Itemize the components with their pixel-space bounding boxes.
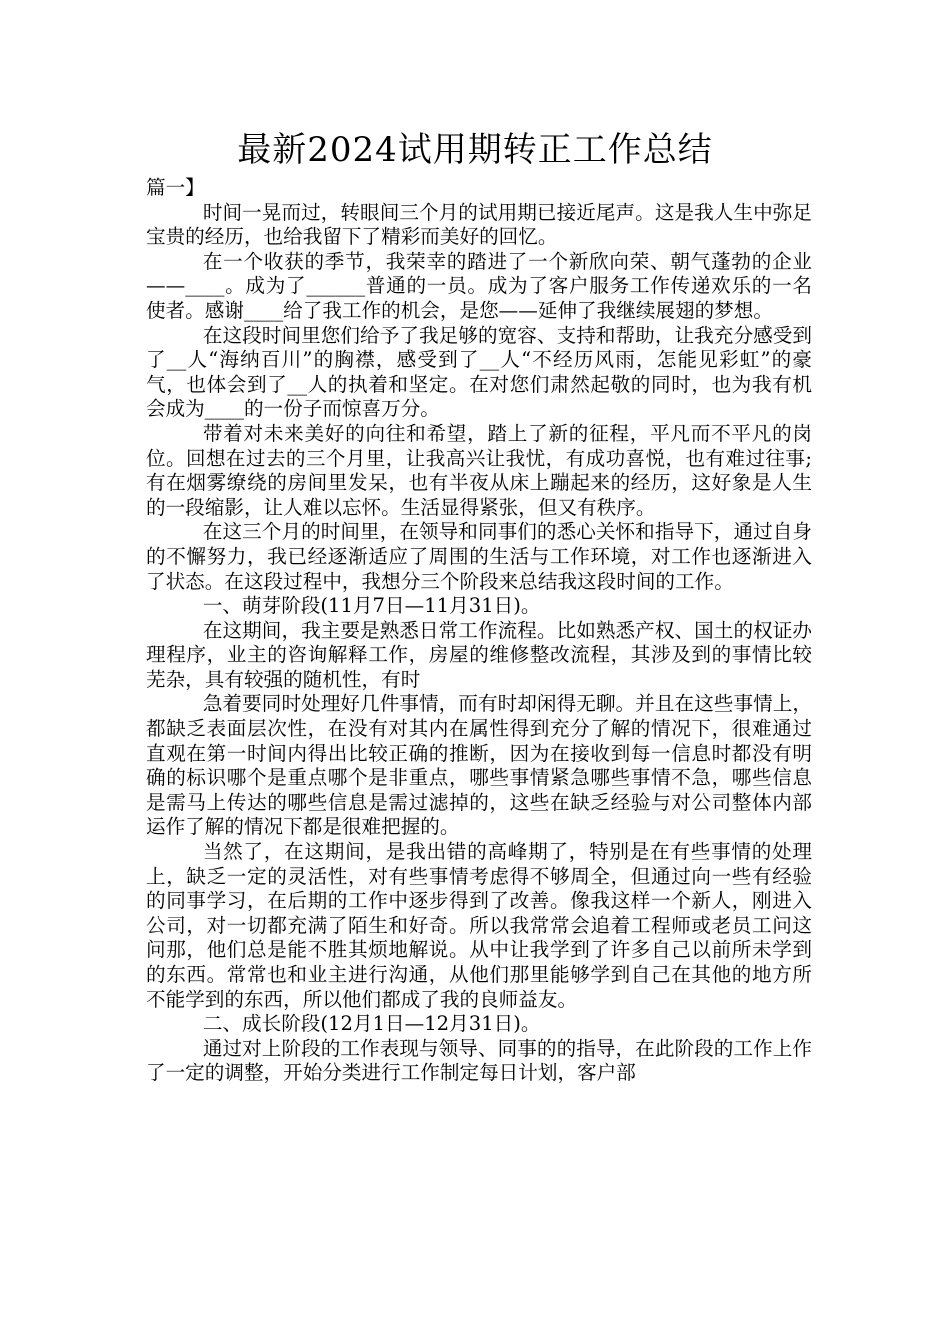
paragraph: 在这三个月的时间里，在领导和同事们的悉心关怀和指导下，通过自身的不懈努力，我已经逐渐适应了周围的生活与工作环境，对工作也逐渐进入了状态。在这段过程中，我想分三个阶段来总结我这段时间的工作。 bbox=[146, 520, 812, 593]
section-heading: 一、萌芽阶段(11月7日—11月31日)。 bbox=[202, 594, 541, 618]
paragraph: 时间一晃而过，转眼间三个月的试用期已接近尾声。这是我人生中弥足宝贵的经历，也给我留下了精彩而美好的回忆。 bbox=[146, 200, 812, 249]
section-heading: 二、成长阶段(12月1日—12月31日)。 bbox=[202, 1012, 541, 1036]
document-body bbox=[146, 176, 812, 1086]
paragraph: 在一个收获的季节，我荣幸的踏进了一个新欣向荣、朝气蓬勃的企业——____。成为了______普通的一员。成为了客户服务工作传递欢乐的一名使者。感谢____给了我工作的机会，是您——延伸了我继续展翅的梦想。 bbox=[146, 249, 812, 322]
paragraph: 通过对上阶段的工作表现与领导、同事的的指导，在此阶段的工作上作了一定的调整，开始分类进行工作制定每日计划，客户部 bbox=[146, 1036, 812, 1085]
section-label: 篇一】 bbox=[146, 176, 205, 199]
paragraph: 带着对未来美好的向往和希望，踏上了新的征程，平凡而不平凡的岗位。回想在过去的三个月里，让我高兴让我忧，有成功喜悦，也有难过往事;有在烟雾缭绕的房间里发呆，也有半夜从床上蹦起来的经历，这好象是人生的一段缩影，让人难以忘怀。生活显得紧张，但又有秩序。 bbox=[146, 421, 812, 519]
paragraph: 急着要同时处理好几件事情，而有时却闲得无聊。并且在这些事情上，都缺乏表面层次性，在没有对其内在属性得到充分了解的情况下，很难通过直观在第一时间内得出比较正确的推断，因为在接收到每一信息时都没有明确的标识哪个是重点哪个是非重点，哪些事情紧急哪些事情不急，哪些信息是需马上传达的哪些信息是需过滤掉的，这些在缺乏经验与对公司整体内部运作了解的情况下都是很难把握的。 bbox=[146, 692, 812, 839]
document-title: 最新2024试用期转正工作总结 bbox=[237, 130, 713, 170]
paragraph: 在这段时间里您们给予了我足够的宽容、支持和帮助，让我充分感受到了__人“海纳百川”的胸襟，感受到了__人“不经历风雨，怎能见彩虹”的豪气，也体会到了__人的执着和坚定。在对您们肃然起敬的同时，也为我有机会成为____的一份子而惊喜万分。 bbox=[146, 323, 812, 421]
paragraph: 当然了，在这期间，是我出错的高峰期了，特别是在有些事情的处理上，缺乏一定的灵活性，对有些事情考虑得不够周全，但通过向一些有经验的同事学习，在后期的工作中逐步得到了改善。像我这样一个新人，刚进入公司，对一切都充满了陌生和好奇。所以我常常会追着工程师或老员工问这问那，他们总是能不胜其烦地解说。从中让我学到了许多自己以前所未学到的东西。常常也和业主进行沟通，从他们那里能够学到自己在其他的地方所不能学到的东西，所以他们都成了我的良师益友。 bbox=[146, 840, 812, 1011]
paragraph: 在这期间，我主要是熟悉日常工作流程。比如熟悉产权、国土的权证办理程序，业主的咨询解释工作，房屋的维修整改流程，其涉及到的事情比较芜杂，具有较强的随机性，有时 bbox=[146, 618, 812, 691]
